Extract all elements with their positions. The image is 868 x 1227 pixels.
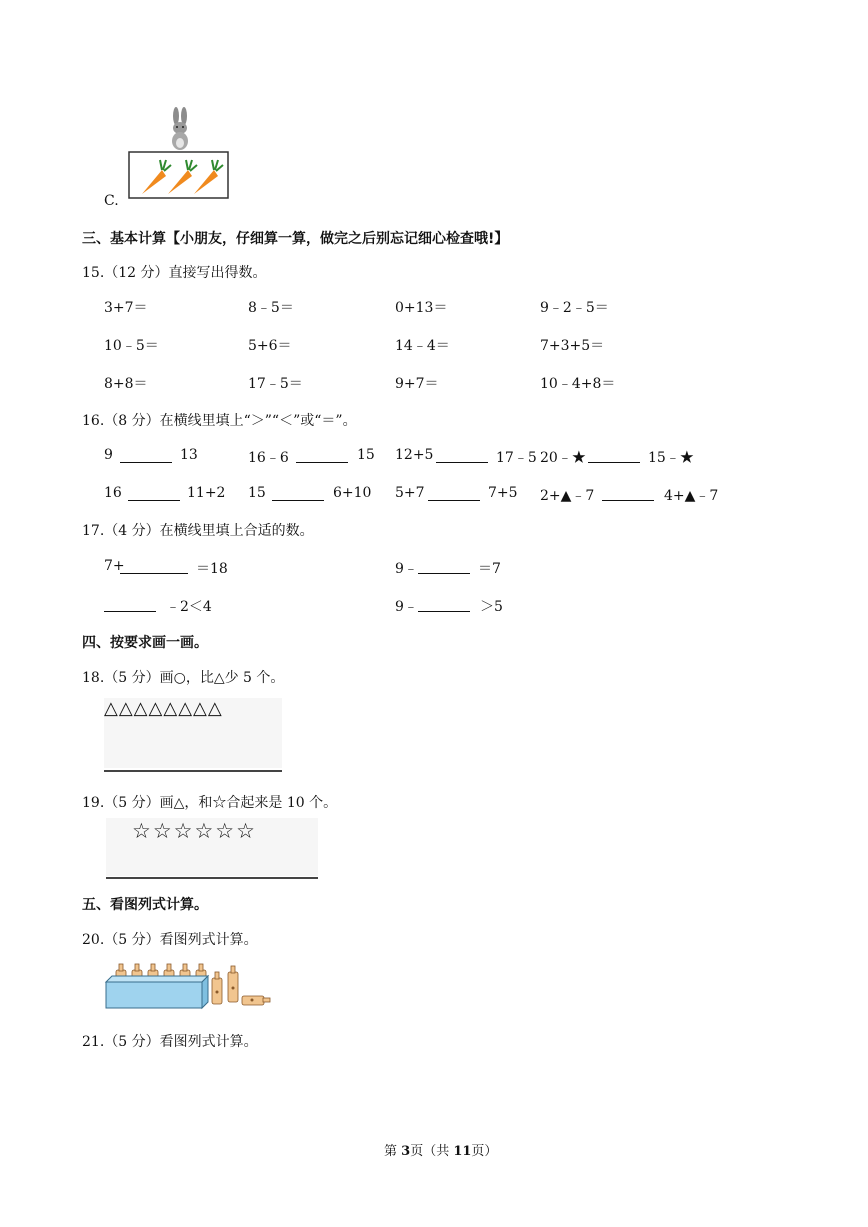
answer-blank[interactable]: [418, 559, 470, 574]
rabbit-icon: [172, 107, 188, 150]
answer-blank[interactable]: [418, 597, 470, 612]
section-3-title: 三、基本计算【小朋友，仔细算一算，做完之后别忘记细心检查哦!】: [82, 231, 509, 247]
q17-pre: 7+: [104, 558, 125, 574]
q16-header: 16.（8 分）在横线里填上“＞”“＜”或“＝”。: [82, 413, 357, 429]
q15-item: 9+7＝: [395, 376, 439, 392]
bottles-figure: [104, 960, 276, 1012]
q16-left: 20﹣★: [540, 450, 586, 466]
q16-right: 4+▲﹣7: [664, 488, 719, 504]
q16-left: 15: [248, 485, 266, 501]
answer-blank[interactable]: [296, 448, 348, 463]
q19-header: 19.（5 分）画△，和☆合起来是 10 个。: [82, 795, 338, 811]
footer-mid: 页（共: [410, 1144, 454, 1159]
triangle-row: △△△△△△△△: [104, 698, 223, 719]
answer-blank[interactable]: [104, 597, 156, 612]
bottle-icon: [212, 966, 270, 1005]
section-5-title: 五、看图列式计算。: [82, 897, 208, 913]
q16-left: 16﹣6: [248, 450, 289, 466]
q16-right: 7+5: [488, 485, 518, 501]
q17-post: ＝7: [478, 561, 501, 577]
q15-item: 9﹣2﹣5＝: [540, 300, 609, 316]
option-c-figure: [128, 106, 230, 202]
q16-right: 15: [357, 447, 375, 463]
q17-pre: 9﹣: [395, 561, 418, 577]
q15-item: 8﹣5＝: [248, 300, 294, 316]
q15-item: 5+6＝: [248, 338, 292, 354]
q15-item: 0+13＝: [395, 300, 448, 316]
q15-item: 17﹣5＝: [248, 376, 303, 392]
section-4-title: 四、按要求画一画。: [82, 635, 208, 651]
answer-blank[interactable]: [128, 486, 180, 501]
q15-item: 10﹣5＝: [104, 338, 159, 354]
q18-answer-line[interactable]: [104, 770, 282, 772]
q17-header: 17.（4 分）在横线里填上合适的数。: [82, 523, 314, 539]
bottles-image: [104, 960, 276, 1012]
q17-post: ﹣2＜4: [166, 599, 212, 615]
q19-answer-line[interactable]: [106, 877, 318, 879]
footer-total-pages: 11: [453, 1144, 472, 1159]
q21-header: 21.（5 分）看图列式计算。: [82, 1034, 258, 1050]
option-c-label: C.: [104, 193, 119, 209]
answer-blank[interactable]: [272, 486, 324, 501]
q15-item: 7+3+5＝: [540, 338, 605, 354]
answer-blank[interactable]: [602, 486, 654, 501]
rabbit-carrots-image: [128, 106, 230, 202]
answer-blank[interactable]: [436, 448, 488, 463]
footer-page-number: 3: [401, 1144, 411, 1159]
crate-icon: [106, 976, 208, 1008]
q20-header: 20.（5 分）看图列式计算。: [82, 932, 258, 948]
footer-pre: 第: [384, 1144, 402, 1159]
answer-blank[interactable]: [588, 448, 640, 463]
q16-right: 15﹣★: [648, 450, 694, 466]
footer-post: 页）: [471, 1144, 498, 1159]
q15-item: 8+8＝: [104, 376, 148, 392]
q16-right: 13: [180, 447, 198, 463]
q16-right: 6+10: [333, 485, 372, 501]
q15-header: 15.（12 分）直接写出得数。: [82, 265, 267, 281]
q18-header: 18.（5 分）画○，比△少 5 个。: [82, 670, 285, 686]
q15-item: 10﹣4+8＝: [540, 376, 616, 392]
q16-left: 2+▲﹣7: [540, 488, 595, 504]
answer-blank[interactable]: [428, 486, 480, 501]
q15-item: 14﹣4＝: [395, 338, 450, 354]
answer-blank[interactable]: [120, 559, 188, 574]
answer-blank[interactable]: [120, 448, 172, 463]
star-row: ☆☆☆☆☆☆: [132, 819, 257, 843]
q16-right: 17﹣5: [496, 450, 537, 466]
page-footer: [384, 1140, 497, 1159]
q17-post: ＞5: [480, 599, 503, 615]
q16-left: 16: [104, 485, 122, 501]
q16-right: 11+2: [187, 485, 226, 501]
q16-left: 9: [104, 447, 113, 463]
q15-item: 3+7＝: [104, 300, 148, 316]
q17-pre: 9﹣: [395, 599, 418, 615]
q16-left: 5+7: [395, 485, 425, 501]
q17-post: ＝18: [196, 561, 228, 577]
q16-left: 12+5: [395, 447, 434, 463]
